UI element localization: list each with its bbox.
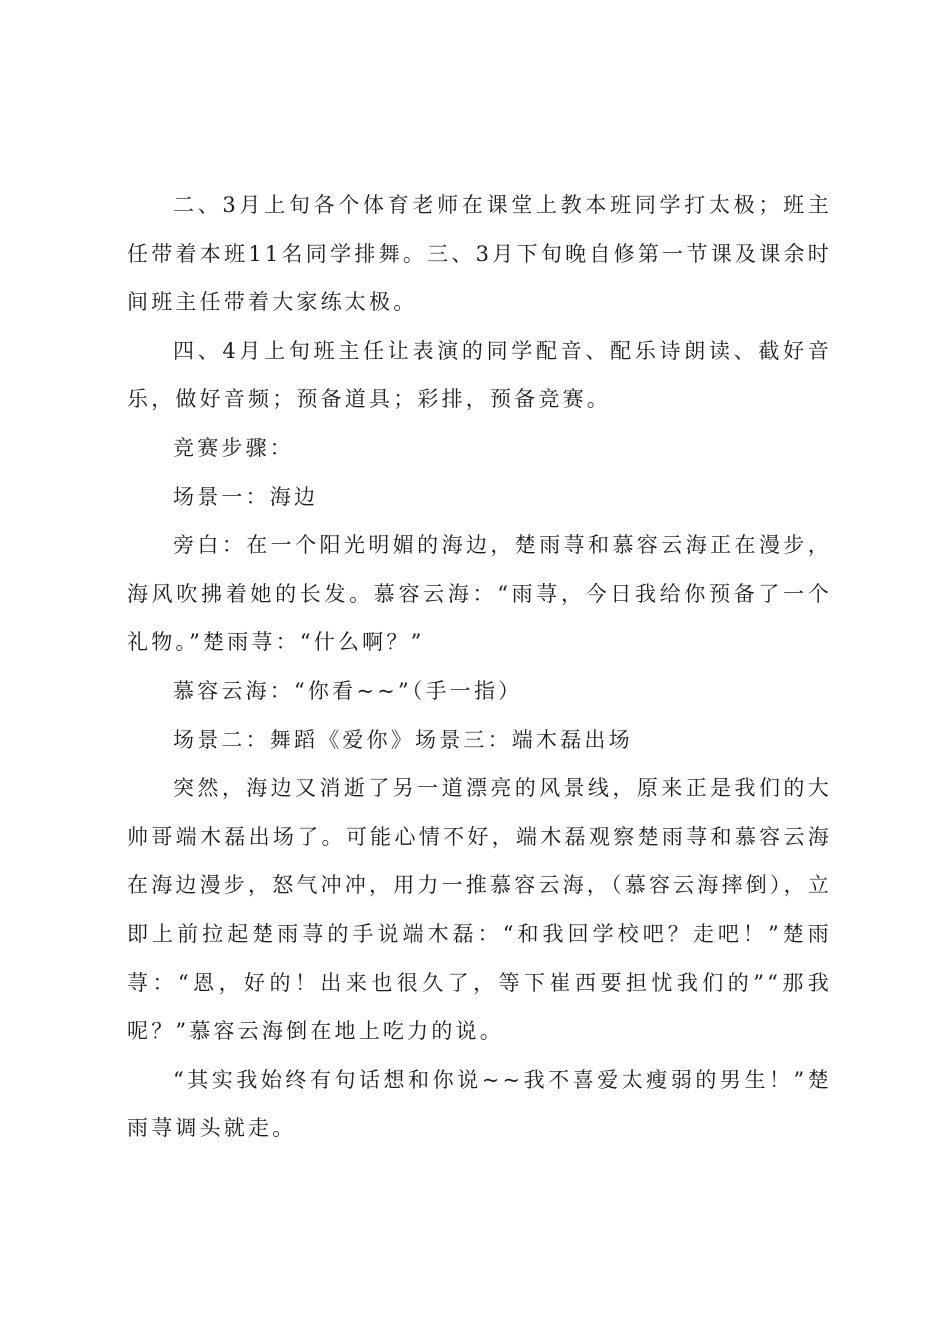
paragraph-duanmu-entrance: 突然，海边又消逝了另一道漂亮的风景线，原来正是我们的大帅哥端木磊出场了。可能心情不好，端木磊观察楚雨荨和慕容云海在海边漫步，怒气冲冲，用力一推慕容云海，（慕容云海摔倒），立即上前拉起楚雨荨的手说端木磊：“和我回学校吧？走吧！”楚雨荨：“恩，好的！出来也很久了，等下崔西要担忧我们的”“那我呢？”慕容云海倒在地上吃力的说。 <box>127 776 832 1044</box>
document-body <box>127 181 832 1153</box>
paragraph-schedule-march: 二、3月上旬各个体育老师在课堂上教本班同学打太极；班主任带着本班11名同学排舞。三、3月下旬晚自修第一节课及课余时间班主任带着大家练太极。 <box>127 193 832 315</box>
paragraph-dialogue-look: 慕容云海：“你看~~”（手一指） <box>173 678 523 703</box>
paragraph-scenes-two-three: 场景二：舞蹈《爱你》场景三：端木磊出场 <box>173 727 633 752</box>
paragraph-closing-line: “其实我始终有句话想和你说~~我不喜爱太瘦弱的男生！”楚雨荨调头就走。 <box>127 1067 832 1141</box>
paragraph-steps-heading: 竞赛步骤： <box>173 435 294 460</box>
paragraph-scene-one: 场景一：海边 <box>173 484 319 509</box>
paragraph-schedule-april: 四、4月上旬班主任让表演的同学配音、配乐诗朗读、截好音乐，做好音频；预备道具；彩排，预备竞赛。 <box>127 338 832 412</box>
paragraph-narration: 旁白：在一个阳光明媚的海边，楚雨荨和慕容云海正在漫步，海风吹拂着她的长发。慕容云海：“雨荨，今日我给你预备了一个礼物。”楚雨荨：“什么啊？” <box>127 533 832 655</box>
